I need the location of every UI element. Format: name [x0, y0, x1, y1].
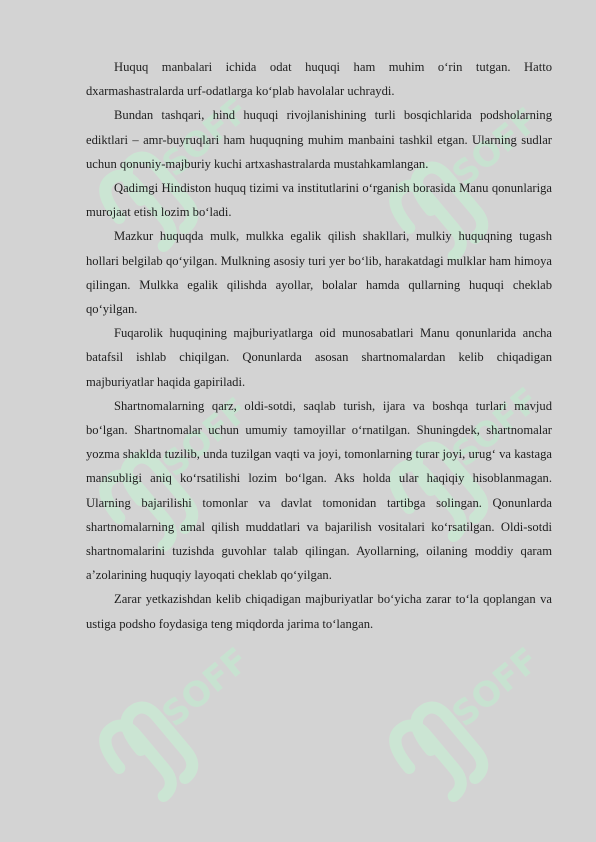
watermark-logo	[70, 640, 257, 810]
svg-text:SOFF: SOFF	[444, 100, 547, 196]
paragraph: Shartnomalarning qarz, oldi-sotdi, saqlab turish, ijara va boshqa turlari mavjud bo‘lgan. Shartnomalar uchun umumiy tamoyillar o‘rnatilgan. Shuningdek, shartnomalar yozma shaklda tuzilib, unda tuzilgan vaqti va joyi, tomonlarning turar joyi, urug‘ va kastaga mansubligi aniq ko‘rsatilishi lozim bo‘lgan. Aks holda ular haqiqiy hisoblanmagan. Ularning bajarilishi tomonlar va davlat tomonidan tartibga solingan. Qonunlarda shartnomalarning amal qilish muddatlari va bajarilish vositalari ko‘rsatilgan. Oldi-sotdi shartnomalarini tuzishda guvohlar talab qilingan. Ayollarning, oilaning moddiy qaram a’zolarining huquqiy layoqati cheklab qo‘yilgan.	[86, 398, 552, 583]
paragraph: Fuqarolik huquqining majburiyatlarga oid munosabatlari Manu qonunlarida ancha batafsil ishlab chiqilgan. Qonunlarda asosan shartnomalardan kelib chiqadigan majburiyatlar haqida gapiriladi.	[86, 326, 552, 389]
svg-text:SOFF: SOFF	[154, 640, 257, 736]
paragraph: Mazkur huquqda mulk, mulkka egalik qilish shakllari, mulkiy huquqning tugash hollari belgilab qo‘yilgan. Mulkning asosiy turi yer bo‘lib, harakatdagi mulklar ham himoya qilingan. Mulkka egalik qilishda ayollar, bolalar hamda qullarning huquqi cheklab qo‘yilgan.	[86, 229, 552, 317]
soff-logo-icon	[70, 640, 257, 810]
svg-text:SOFF: SOFF	[154, 390, 257, 486]
watermark-logo	[360, 640, 547, 810]
paragraph: Zarar yetkazishdan kelib chiqadigan majburiyatlar bo‘yicha zarar to‘la qoplangan va ustiga podsho foydasiga teng miqdorda jarima to‘langan.	[86, 592, 552, 631]
svg-text:SOFF: SOFF	[444, 640, 547, 736]
soff-logo-icon	[360, 640, 547, 810]
paragraph: Qadimgi Hindiston huquq tizimi va institutlarini o‘rganish borasida Manu qonunlariga murojaat etish lozim bo‘ladi.	[86, 181, 552, 220]
paragraph: Huquq manbalari ichida odat huquqi ham muhim o‘rin tutgan. Hatto dxarmashastralarda urf-odatlarga ko‘plab havolalar uchraydi.	[86, 60, 552, 99]
svg-text:SOFF: SOFF	[444, 380, 547, 476]
document-body	[86, 55, 552, 636]
svg-text:SOFF: SOFF	[154, 90, 257, 186]
paragraph: Bundan tashqari, hind huquqi rivojlanishining turli bosqichlarida podsholarning ediktlari – amr-buyruqlari ham huquqning muhim manbaini tashkil etgan. Ularning sudlar uchun qonuniy-majburiy kuchi artxashastralarda mustahkamlangan.	[86, 108, 552, 171]
